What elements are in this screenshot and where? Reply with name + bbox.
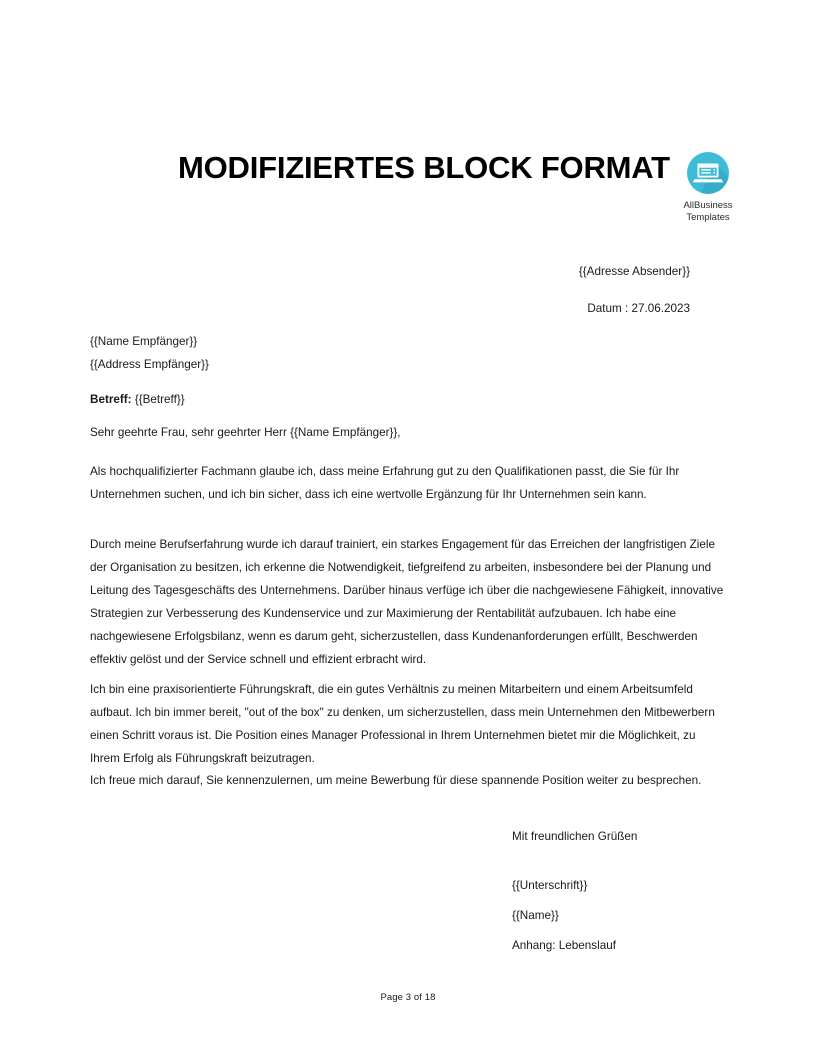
- body-paragraph: Ich bin eine praxisorientierte Führungskraft, die ein gutes Verhältnis zu meinen Mitarbeitern und einem Arbeitsumfeld aufbaut. Ich bin immer bereit, "out of the box" zu denken, um sicherzustellen, dass mein Unternehmen den Mitbewerbern einen Schritt voraus ist. Die Position eines Manager Professional in Ihrem Unternehmen bietet mir die Möglichkeit, zu Ihrem Erfolg als Führungskraft beizutragen.: [90, 683, 715, 765]
- recipient-name: {{Name Empfänger}}: [90, 335, 198, 348]
- body-paragraph: Als hochqualifizierter Fachmann glaube ich, dass meine Erfahrung gut zu den Qualifikationen passt, die Sie für Ihr Unternehmen suchen, und ich bin sicher, dass ich eine wertvolle Ergänzung für Ihr Unternehmen sein kann.: [90, 465, 680, 501]
- enclosure-line: Anhang: Lebenslauf: [512, 939, 616, 952]
- signer-name: {{Name}}: [512, 909, 559, 922]
- brand-line-2: Templates: [686, 211, 730, 223]
- closing-greeting: Mit freundlichen Grüßen: [512, 830, 638, 843]
- page-title: MODIFIZIERTES BLOCK FORMAT: [178, 150, 670, 185]
- sender-address: {{Adresse Absender}}: [578, 265, 690, 278]
- brand-line-1: AllBusiness: [683, 200, 733, 211]
- subject-value: {{Betreff}}: [134, 393, 185, 406]
- salutation: Sehr geehrte Frau, sehr geehrter Herr {{Name Empfänger}},: [90, 426, 401, 439]
- date-line: Datum : 27.06.2023: [587, 302, 690, 315]
- subject-line: [90, 388, 724, 411]
- body-paragraph: Durch meine Berufserfahrung wurde ich darauf trainiert, ein starkes Engagement für das Erreichen der langfristigen Ziele der Organisation zu besitzen, ich erkenne die Notwendigkeit, tiefgreifend zu arbeiten, insbesondere bei der Planung und Leitung des Tagesgeschäfts des Unternehmens. Darüber hinaus verfüge ich über die nachgewiesene Fähigkeit, innovative Strategien zur Verbesserung des Kundenservice und zur Maximierung der Rentabilität aufzubauen. Ich habe eine nachgewiesene Erfolgsbilanz, wenn es darum geht, sicherzustellen, dass Kundenanforderungen erfüllt, Beschwerden effektiv gelöst und der Service schnell und effizient erbracht wird.: [90, 538, 724, 666]
- signature-placeholder: {{Unterschrift}}: [512, 879, 588, 892]
- body-paragraph: Ich freue mich darauf, Sie kennenzulernen, um meine Bewerbung für diese spannende Position weiter zu besprechen.: [90, 774, 702, 787]
- recipient-address: {{Address Empfänger}}: [90, 358, 209, 371]
- page-footer: Page 3 of 18: [380, 992, 436, 1003]
- subject-label: Betreff:: [90, 393, 132, 406]
